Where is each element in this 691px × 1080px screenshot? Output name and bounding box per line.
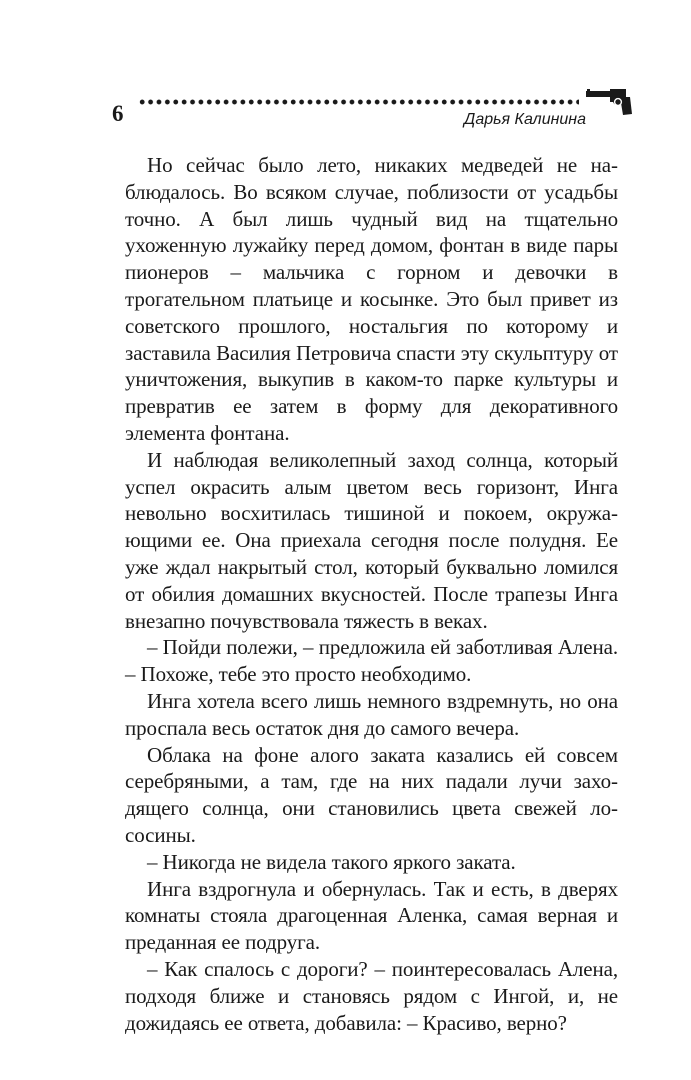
running-author: Дарья Калинина [464, 111, 586, 128]
page-number: 6 [112, 101, 124, 126]
revolver-icon [586, 88, 632, 116]
dotted-rule [138, 99, 579, 105]
paragraph: – Как спалось с дороги? – поинтересовалась Алена, подходя ближе и становясь рядом с Ингой, и, не дожидаясь ее ответа, добавила: – Красиво, верно? [125, 956, 618, 1035]
paragraph: Облака на фоне алого заката казались ей совсем серебряными, а там, где на них падали лучи заходящего солнца, они становились цвета свежей лососины. [125, 742, 618, 847]
body-text [125, 152, 618, 1036]
paragraph: – Пойди полежи, – предложила ей заботливая Алена. – Похоже, тебе это просто необходимо. [125, 635, 618, 687]
paragraph: Но сейчас было лето, никаких медведей не наблюдалось. Во всяком случае, поблизости от усадьбы точно. А был лишь чудный вид на тщательно ухоженную лужайку перед домом, фонтан в виде пары пионеров – мальчика с горном и девочки в трогательном платьице и косынке. Это был привет из советского прошлого, ностальгия по которому и заставила Василия Петровича спасти эту скульптуру от уничтожения, выкупив в каком-то парке культуры и превратив ее затем в форму для декоративного элемента фонтана. [125, 153, 618, 445]
paragraph: – Никогда не видела такого яркого заката. [147, 849, 516, 874]
paragraph: Инга вздрогнула и обернулась. Так и есть, в дверях комнаты стояла драгоценная Аленка, самая верная и преданная ее подруга. [125, 876, 618, 955]
running-header [98, 88, 632, 132]
paragraph: И наблюдая великолепный заход солнца, который успел окрасить алым цветом весь горизонт, Инга невольно восхитилась тишиной и покоем, окружающими ее. Она приехала сегодня после полудня. Ее уже ждал накрытый стол, который буквально ломился от обилия домашних вкусностей. После трапезы Инга внезапно почувствовала тяжесть в веках. [125, 447, 618, 633]
paragraph: Инга хотела всего лишь немного вздремнуть, но она проспала весь остаток дня до самого вечера. [125, 688, 618, 740]
